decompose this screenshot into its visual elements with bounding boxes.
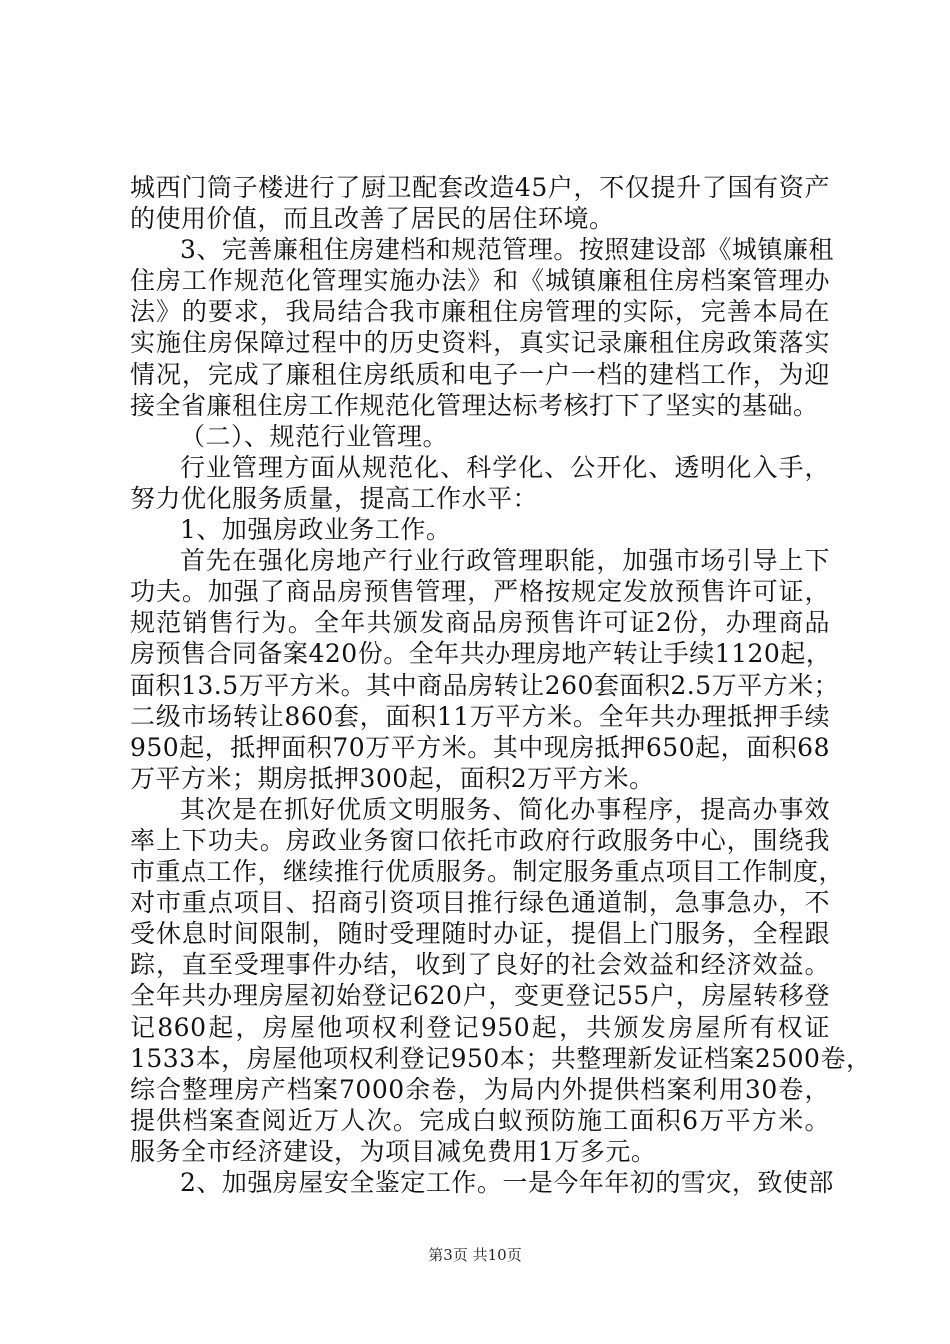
text-line: 首先在强化房地产行业行政管理职能，加强市场引导上下 — [180, 546, 830, 576]
text-line: 率上下功夫。房政业务窗口依托市政府行政服务中心，围绕我 — [130, 825, 830, 855]
text-line: 情况，完成了廉租住房纸质和电子一户一档的建档工作，为迎 — [130, 359, 830, 389]
text-line: 功夫。加强了商品房预售管理，严格按规定发放预售许可证， — [130, 577, 830, 607]
text-line: 记860起，房屋他项权利登记950起，共颁发房屋所有权证 — [130, 1012, 830, 1042]
text-line: 的使用价值，而且改善了居民的居住环境。 — [130, 204, 615, 234]
text-line: 全年共办理房屋初始登记620户，变更登记55户，房屋转移登 — [130, 981, 830, 1011]
text-line: 提供档案查阅近万人次。完成白蚁预防施工面积6万平方米。 — [130, 1105, 830, 1135]
text-line: 3、完善廉租住房建档和规范管理。按照建设部《城镇廉租 — [180, 235, 834, 265]
text-line: 实施住房保障过程中的历史资料，真实记录廉租住房政策落实 — [130, 328, 830, 358]
text-line: 二级市场转让860套，面积11万平方米。全年共办理抵押手续 — [130, 701, 830, 731]
text-line: 服务全市经济建设，为项目减免费用1万多元。 — [130, 1136, 657, 1166]
text-line: 房预售合同备案420份。全年共办理房地产转让手续1120起， — [130, 639, 832, 669]
text-line: 踪，直至受理事件办结，收到了良好的社会效益和经济效益。 — [130, 950, 830, 980]
text-line: 其次是在抓好优质文明服务、简化办事程序，提高办事效 — [180, 794, 830, 824]
text-line: 1533本，房屋他项权利登记950本；共整理新发证档案2500卷， — [130, 1043, 872, 1073]
text-line: 面积13.5万平方米。其中商品房转让260套面积2.5万平方米； — [130, 670, 840, 700]
text-line: 规范销售行为。全年共颁发商品房预售许可证2份，办理商品 — [130, 608, 830, 638]
text-line: 法》的要求，我局结合我市廉租住房管理的实际，完善本局在 — [130, 297, 830, 327]
text-line: 城西门筒子楼进行了厨卫配套改造45户，不仅提升了国有资产 — [130, 173, 830, 202]
text-line: 综合整理房产档案7000余卷，为局内外提供档案利用30卷， — [130, 1074, 830, 1104]
text-line: 努力优化服务质量，提高工作水平： — [130, 483, 539, 513]
document-body — [130, 172, 872, 1198]
text-line: 对市重点项目、招商引资项目推行绿色通道制，急事急办，不 — [130, 888, 830, 918]
text-line: 受休息时间限制，随时受理随时办证，提倡上门服务，全程跟 — [130, 919, 830, 949]
text-line: （二）、规范行业管理。 — [180, 421, 449, 451]
text-line: 住房工作规范化管理实施办法》和《城镇廉租住房档案管理办 — [130, 266, 830, 296]
text-line: 1、加强房政业务工作。 — [180, 515, 452, 545]
page-footer: 第3页 共10页 — [428, 1246, 522, 1264]
text-line: 万平方米；期房抵押300起，面积2万平方米。 — [130, 763, 655, 793]
text-line: 950起，抵押面积70万平方米。其中现房抵押650起，面积68 — [130, 732, 830, 762]
text-line: 市重点工作，继续推行优质服务。制定服务重点项目工作制度， — [130, 857, 845, 887]
text-line: 2、加强房屋安全鉴定工作。一是今年年初的雪灾，致使部 — [180, 1168, 834, 1197]
text-line: 接全省廉租住房工作规范化管理达标考核打下了坚实的基础。 — [130, 390, 819, 420]
text-line: 行业管理方面从规范化、科学化、公开化、透明化入手， — [180, 452, 830, 482]
